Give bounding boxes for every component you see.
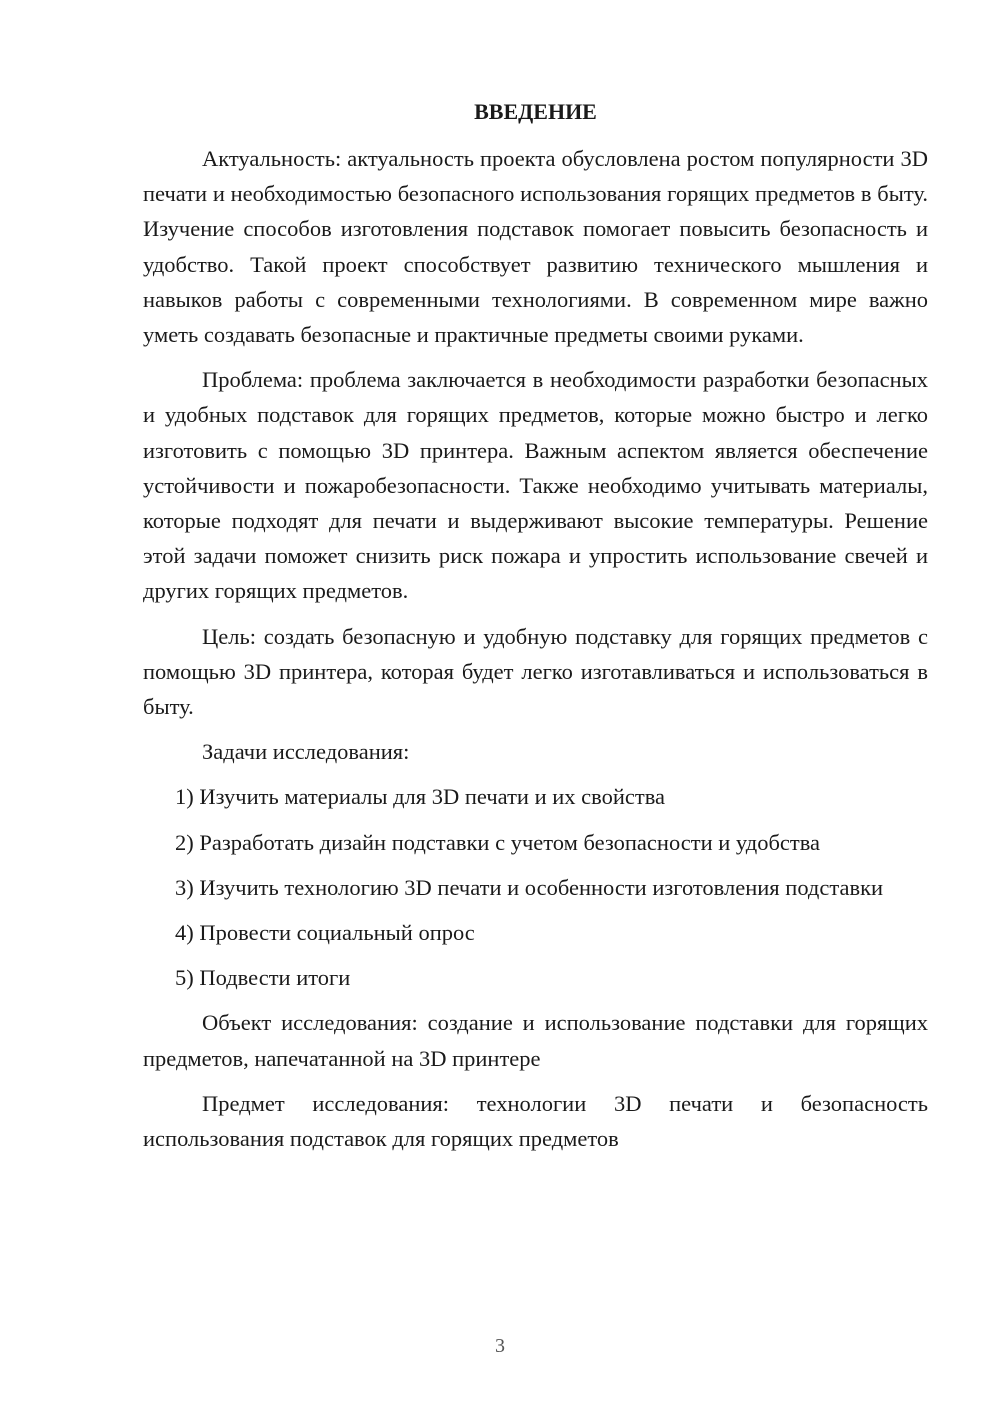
object-paragraph: Объект исследования: создание и использование подставки для горящих предметов, напечатанной на 3D принтере bbox=[143, 1010, 928, 1071]
section-heading: ВВЕДЕНИЕ bbox=[474, 99, 597, 124]
tasks-title: Задачи исследования: bbox=[202, 739, 410, 765]
goal-paragraph: Цель: создать безопасную и удобную подставку для горящих предметов с помощью 3D принтера, которая будет легко изготавливаться и использоваться в быту. bbox=[143, 623, 928, 720]
task-item: 4) Провести социальный опрос bbox=[175, 920, 475, 946]
relevance-paragraph: Актуальность: актуальность проекта обусловлена ростом популярности 3D печати и необходимостью безопасного использования горящих предметов в быту. Изучение способов изготовления подставок помогает повысить безопасность и удобство. Такой проект способствует развитию технического мышления и навыков работы с современными технологиями. В современном мире важно уметь создавать безопасные и практичные предметы своими руками. bbox=[143, 146, 928, 348]
problem-paragraph: Проблема: проблема заключается в необходимости разработки безопасных и удобных подставок для горящих предметов, которые можно быстро и легко изготовить с помощью 3D принтера. Важным аспектом является обеспечение устойчивости и пожаробезопасности. Также необходимо учитывать материалы, которые подходят для печати и выдерживают высокие температуры. Решение этой задачи поможет снизить риск пожара и упростить использование свечей и других горящих предметов. bbox=[143, 367, 928, 604]
subject-paragraph: Предмет исследования: технологии 3D печати и безопасность использования подставок для горящих предметов bbox=[143, 1090, 928, 1152]
task-item: 1) Изучить материалы для 3D печати и их свойства bbox=[175, 784, 666, 810]
page-number: 3 bbox=[495, 1335, 505, 1357]
task-item: 2) Разработать дизайн подставки с учетом безопасности и удобства bbox=[175, 829, 821, 855]
task-item: 3) Изучить технологию 3D печати и особенности изготовления подставки bbox=[175, 874, 884, 900]
task-item: 5) Подвести итоги bbox=[175, 965, 351, 991]
page-content bbox=[143, 94, 928, 1166]
